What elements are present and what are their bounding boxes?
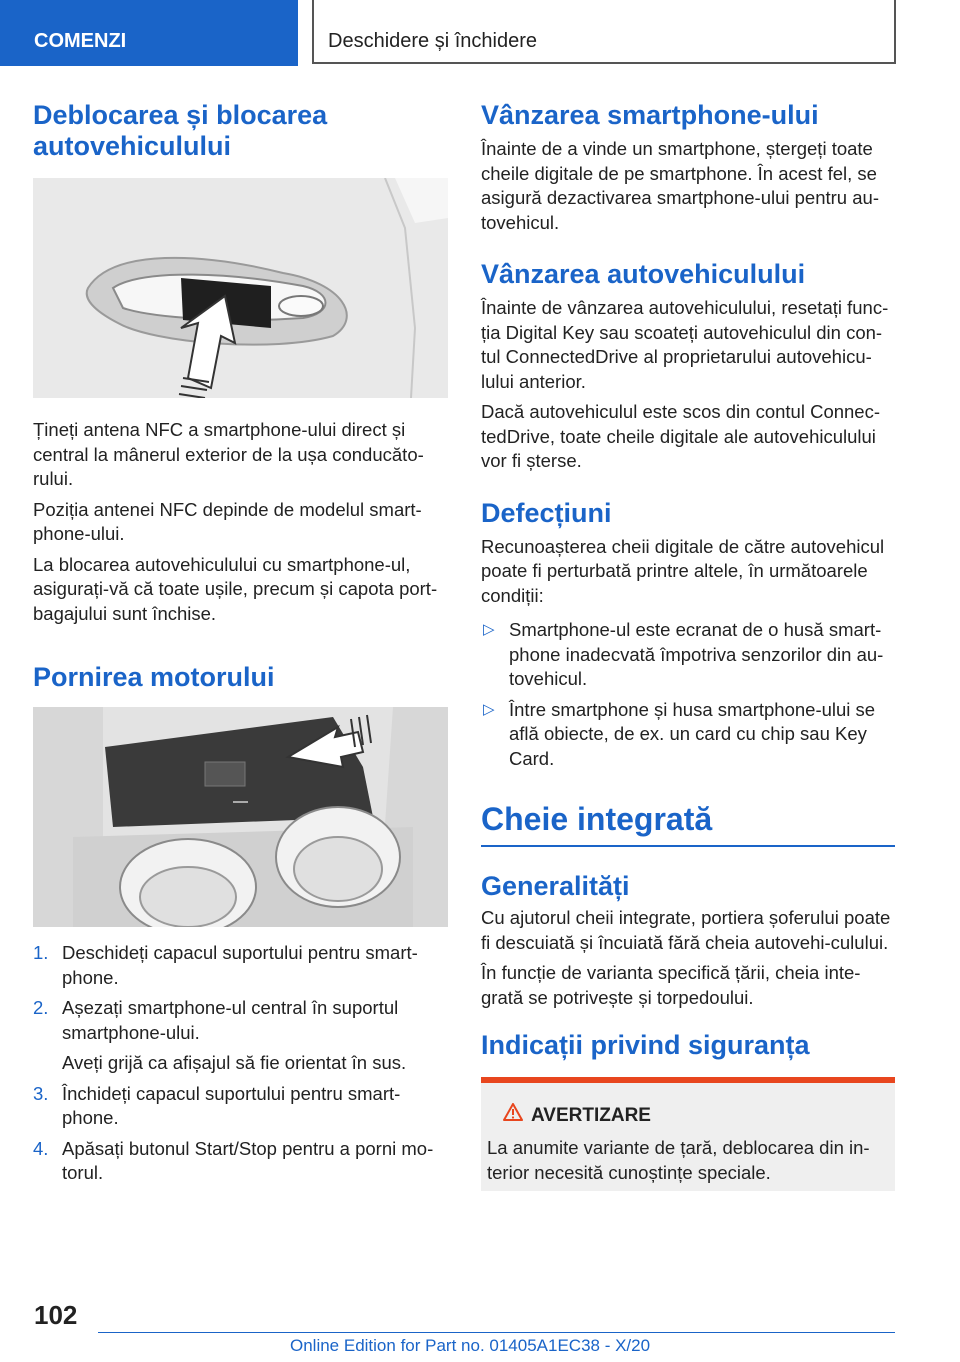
unlock-paragraph-1: Țineți antena NFC a smartphone-ului direct și central la mânerul exterior de la ușa conducăto-rului. — [33, 419, 424, 489]
list-item-text: Între smartphone și husa smartphone-ului se află obiecte, de ex. un card cu chip sau Key Card. — [509, 698, 876, 769]
step-item — [33, 941, 448, 990]
warning-title — [503, 1103, 887, 1128]
sell-vehicle-paragraph-2: Dacă autovehiculul este scos din contul Connec-tedDrive, toate cheile digitale ale autovehiculului vor fi șterse. — [481, 401, 881, 471]
footer-edition: Online Edition for Part no. 01405A1EC38 - X/20 — [290, 1336, 651, 1355]
triangle-right-icon: ▷ — [483, 621, 495, 638]
faults-list — [481, 618, 895, 771]
faults-heading: Defecțiuni — [481, 497, 612, 528]
general-paragraph-2: În funcție de varianta specifică țării, cheia inte-grată se potrivește și torpedoului. — [481, 962, 861, 1008]
step-item — [33, 1137, 448, 1186]
step-number: 3. — [33, 1082, 49, 1104]
step-item — [33, 996, 448, 1076]
page-number: 102 — [34, 1300, 78, 1330]
step-text: Așezați smartphone-ul central în suportul smartphone-ului. — [62, 997, 399, 1043]
step-number: 1. — [33, 942, 49, 963]
chapter-title: Deschidere și închidere — [312, 0, 896, 64]
triangle-right-icon: ▷ — [483, 700, 495, 718]
unlock-heading — [33, 100, 448, 162]
right-column — [481, 100, 895, 1191]
sell-smartphone-text: Înainte de a vinde un smartphone, ștergeți toate cheile digitale de pe smartphone. În acest fel, se asigură dezactivarea smartphone-ului pentru au-tovehicul. — [481, 138, 879, 233]
safety-heading: Indicații privind siguranța — [481, 1030, 810, 1060]
sell-smartphone-heading: Vânzarea smartphone-ului — [481, 100, 819, 130]
general-paragraph-1: Cu ajutorul cheii integrate, portiera șoferului poate fi descuiată și încuiată fără cheia autovehi-culului. — [481, 907, 891, 953]
warning-triangle-icon — [503, 1103, 531, 1128]
step-item — [33, 1082, 448, 1131]
footer-divider — [98, 1332, 895, 1333]
unlock-heading-line2: autovehiculului — [33, 131, 232, 161]
step-number: 4. — [33, 1137, 49, 1159]
list-item-text: Smartphone-ul este ecranat de o husă smart-phone inadecvată împotriva senzorilor din au-tovehicul. — [509, 619, 884, 689]
warning-box — [481, 1077, 895, 1191]
step-text: Închideți capacul suportului pentru smart-phone. — [62, 1082, 401, 1128]
step-subtext: Aveți grijă ca afișajul să fie orientat în sus. — [62, 1052, 407, 1073]
page-header — [0, 0, 960, 66]
list-item — [481, 698, 895, 772]
faults-intro: Recunoașterea cheii digitale de către autovehicul poate fi perturbată printre altele, în următoarele condiții: — [481, 535, 885, 606]
smartphone-tray-illustration — [33, 707, 448, 927]
step-text: Deschideți capacul suportului pentru smart-phone. — [62, 942, 418, 988]
integrated-key-heading: Cheie integrată — [481, 801, 713, 837]
warning-text: La anumite variante de țară, deblocarea din in-terior necesită cunoștințe speciale. — [487, 1137, 870, 1183]
warning-label: AVERTIZARE — [531, 1105, 651, 1126]
unlock-paragraph-2: Poziția antenei NFC depinde de modelul smart-phone-ului. — [33, 498, 422, 544]
sell-vehicle-paragraph-1: Înainte de vânzarea autovehiculului, resetați func-ția Digital Key sau scoateți autovehiculul din con-tul ConnectedDrive al proprietarului autovehicu-lului anterior. — [481, 297, 889, 392]
list-item — [481, 618, 895, 692]
sell-vehicle-heading: Vânzarea autovehiculului — [481, 259, 806, 289]
start-engine-heading: Pornirea motorului — [33, 662, 275, 692]
start-engine-steps — [33, 941, 448, 1186]
step-number: 2. — [33, 997, 49, 1018]
section-tab: COMENZI — [0, 0, 298, 66]
door-handle-illustration — [33, 178, 448, 398]
step-text: Apăsați butonul Start/Stop pentru a porni mo-torul. — [62, 1137, 434, 1183]
general-heading: Generalități — [481, 871, 630, 901]
left-column — [33, 100, 448, 1192]
unlock-heading-line1: Deblocarea și blocarea — [33, 100, 328, 130]
unlock-paragraph-3: La blocarea autovehiculului cu smartphone-ul, asigurați-vă că toate ușile, precum și capota port-bagajului sunt închise. — [33, 553, 438, 624]
